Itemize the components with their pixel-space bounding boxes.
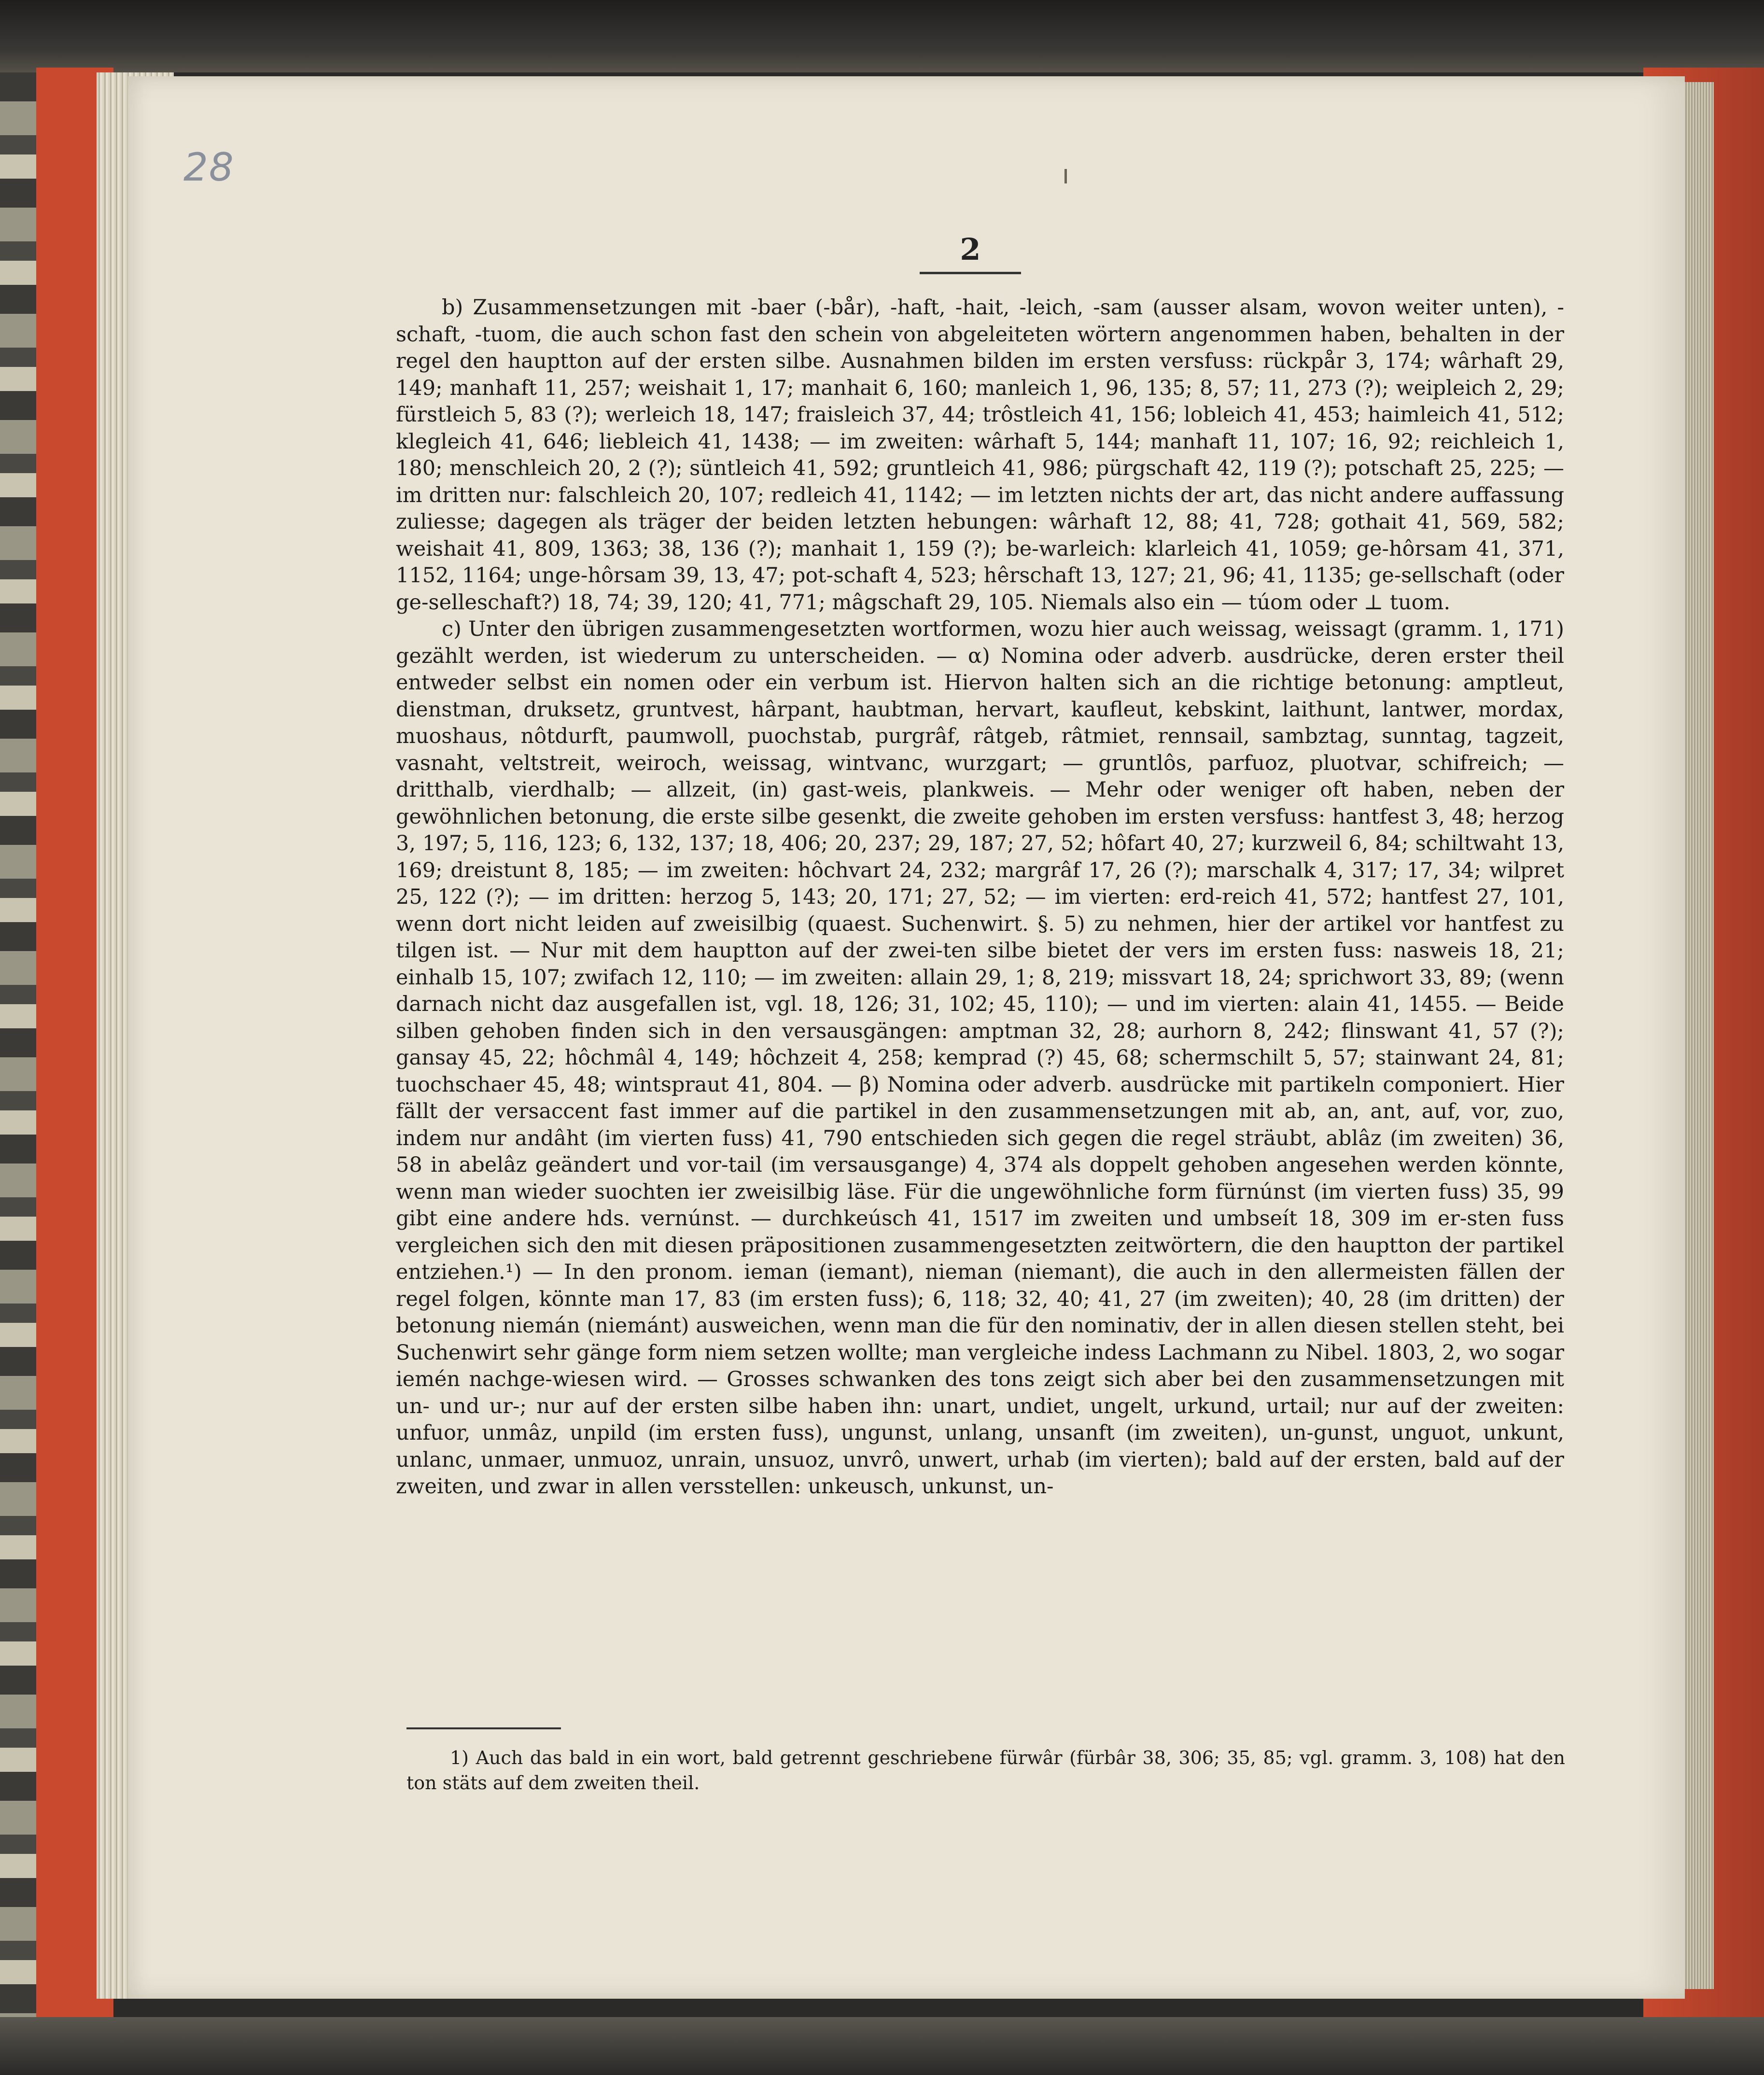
paragraph-b: b) Zusammensetzungen mit -baer (-bår), -haft, -hait, -leich, -sam (ausser alsam, wovon weiter unten), -schaft, -tuom, die auch schon fast den schein von abgeleiteten wörtern angenommen haben, behalten in der regel den hauptton auf der ersten silbe. Ausnahmen bilden im ersten versfuss: rückpår 3, 174; wârhaft 29, 149; manhaft 11, 257; weishait 1, 17; manhait 6, 160; manleich 1, 96, 135; 8, 57; 11, 273 (?); weipleich 2, 29; fürstleich 5, 83 (?); werleich 18, 147; fraisleich 37, 44; trôstleich 41, 156; lobleich 41, 453; haimleich 41, 512; klegleich 41, 646; liebleich 41, 1438; — im zweiten: wârhaft 5, 144; manhaft 11, 107; 16, 92; reichleich 1, 180; menschleich 20, 2 (?); süntleich 41, 592; gruntleich 41, 986; pürgschaft 42, 119 (?); potschaft 25, 225; — im dritten nur: falschleich 20, 107; redleich 41, 1142; — im letzten nichts der art, das nicht andere auffassung zuliesse; dagegen als träger der beiden letzten hebungen: wârhaft 12, 88; 41, 728; gothait 41, 569, 582; weishait 41, 809, 1363; 38, 136 (?); manhait 1, 159 (?); be-warleich: klarleich 41, 1059; ge-hôrsam 41, 371, 1152, 1164; unge-hôrsam 39, 13, 47; pot-schaft 4, 523; hêrschaft 13, 127; 21, 96; 41, 1135; ge-sellschaft (oder ge-selleschaft?) 18, 74; 39, 120; 41, 771; mâgschaft 29, 105. Niemals also ein — túom oder ⊥ tuom. xyxy=(396,295,1564,615)
body-text xyxy=(396,294,1564,1500)
page-number-rule xyxy=(920,272,1021,274)
book-binding-bottom xyxy=(0,2017,1764,2075)
printer-mark xyxy=(1064,169,1067,183)
paragraph-c: c) Unter den übrigen zusammengesetzten wortformen, wozu hier auch weissag, weissagt (gramm. 1, 171) gezählt werden, ist wiederum zu unterscheiden. — α) Nomina oder adverb. ausdrücke, deren erster theil entweder selbst ein nomen oder ein verbum ist. Hiervon halten sich an die richtige betonung: amptleut, dienstman, druksetz, gruntvest, hârpant, haubtman, hervart, kaufleut, kebskint, laithunt, lantwer, mordax, muoshaus, nôtdurft, paumwoll, puochstab, purgrâf, râtgeb, râtmiet, rennsail, sambztag, sunntag, tagzeit, vasnaht, veltstreit, weiroch, weissag, wintvanc, wurzgart; — gruntlôs, parfuoz, pluotvar, schifreich; — dritthalb, vierdhalb; — allzeit, (in) gast-weis, plankweis. — Mehr oder weniger oft haben, neben der gewöhnlichen betonung, die erste silbe gesenkt, die zweite gehoben im ersten versfuss: hantfest 3, 48; herzog 3, 197; 5, 116, 123; 6, 132, 137; 18, 406; 20, 237; 29, 187; 27, 52; hôfart 40, 27; kurzweil 6, 84; schiltwaht 13, 169; dreistunt 8, 185; — im zweiten: hôchvart 24, 232; margrâf 17, 26 (?); marschalk 4, 317; 17, 34; wilpret 25, 122 (?); — im dritten: herzog 5, 143; 20, 171; 27, 52; — im vierten: erd-reich 41, 572; hantfest 27, 101, wenn dort nicht leiden auf zweisilbig (quaest. Suchenwirt. §. 5) zu nehmen, hier der artikel vor hantfest zu tilgen ist. — Nur mit dem hauptton auf der zwei-ten silbe bietet der vers im ersten fuss: nasweis 18, 21; einhalb 15, 107; zwifach 12, 110; — im zweiten: allain 29, 1; 8, 219; missvart 18, 24; sprichwort 33, 89; (wenn darnach nicht daz ausgefallen ist, vgl. 18, 126; 31, 102; 45, 110); — und im vierten: alain 41, 1455. — Beide silben gehoben finden sich in den versausgängen: amptman 32, 28; aurhorn 8, 242; flinswant 41, 57 (?); gansay 45, 22; hôchmâl 4, 149; hôchzeit 4, 258; kemprad (?) 45, 68; schermschilt 5, 57; stainwant 24, 81; tuochschaer 45, 48; wintspraut 41, 804. — β) Nomina oder adverb. ausdrücke mit partikeln componiert. Hier fällt der versaccent fast immer auf die partikel in den zusammensetzungen mit ab, an, ant, auf, vor, zuo, indem nur andâht (im vierten fuss) 41, 790 entschieden sich gegen die regel sträubt, ablâz (im zweiten) 36, 58 in abelâz geändert und vor-tail (im versausgange) 4, 374 als doppelt gehoben angesehen werden könnte, wenn man wieder suochten ier zweisilbig läse. Für die ungewöhnliche form fürnúnst (im vierten fuss) 35, 99 gibt eine andere hds. vernúnst. — durchkeúsch 41, 1517 im zweiten und umbseít 18, 309 im er-sten fuss vergleichen sich den mit diesen präpositionen zusammengesetzten zeitwörtern, die den hauptton der partikel entziehen.¹) — In den pronom. ieman (iemant), nieman (niemant), die auch in den allermeisten fällen der regel folgen, könnte man 17, 83 (im ersten fuss); 6, 118; 32, 40; 41, 27 (im zweiten); 40, 28 (im dritten) der betonung niemán (niemánt) ausweichen, wenn man die für den nominativ, der in allen diesen stellen steht, bei Suchenwirt sehr gänge form niem setzen wollte; man vergleiche indess Lachmann zu Nibel. 1803, 2, wo sogar iemén nachge-wiesen wird. — Grosses schwanken des tons zeigt sich aber bei den zusammensetzungen mit un- und ur-; nur auf der ersten silbe haben ihn: unart, undiet, ungelt, urkund, urtail; nur auf der zweiten: unfuor, unmâz, unpild (im ersten fuss), ungunst, unlang, unsanft (im zweiten), un-gunst, unguot, unkunt, unlanc, unmaer, unmuoz, unrain, unsuoz, unvrô, unwert, urhab (im vierten); bald auf der ersten, bald auf der zweiten, und zwar in allen versstellen: unkeusch, unkunst, un- xyxy=(396,617,1564,1499)
handwritten-page-number: 28 xyxy=(183,145,235,190)
footnote-rule xyxy=(406,1727,561,1729)
footnote xyxy=(406,1745,1565,1795)
book-binding-top xyxy=(0,0,1764,72)
page-number: 2 xyxy=(960,232,981,267)
footnote-text: 1) Auch das bald in ein wort, bald getrennt geschriebene fürwâr (fürbâr 38, 306; 35, 85; vgl. gramm. 3, 108) hat den ton stäts auf dem zweiten theil. xyxy=(406,1747,1565,1794)
